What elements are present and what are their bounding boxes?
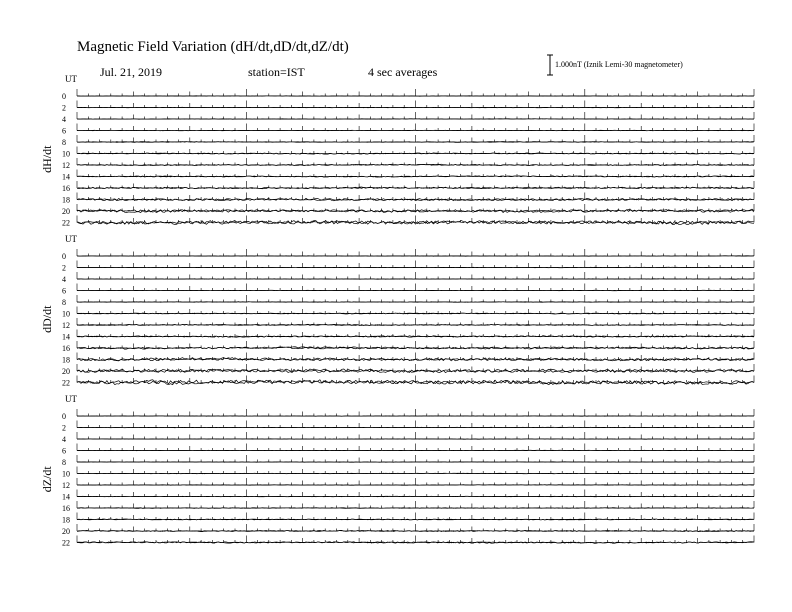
hour-label: 20 [62,367,70,376]
time-ticks [77,409,754,416]
hour-label: 6 [62,126,66,136]
hour-label: 16 [62,344,70,353]
hour-trace [77,119,754,120]
hour-trace [77,496,754,497]
time-ticks [77,307,754,314]
panel-ut-label: UT [65,234,77,244]
hour-label: 14 [62,492,70,502]
hour-label: 12 [62,161,70,170]
hour-label: 22 [62,378,70,388]
panel-ylabel: dD/dt [40,305,54,333]
hour-label: 8 [62,298,66,307]
hour-trace [77,427,754,428]
hour-trace [77,473,754,474]
hour-label: 18 [62,195,70,205]
hour-label: 6 [62,446,66,456]
time-ticks [77,421,754,428]
hour-trace [77,439,754,440]
hour-label: 18 [62,515,70,525]
time-ticks [77,490,754,497]
time-ticks [77,501,754,508]
scale-bar [547,55,553,75]
time-ticks [77,478,754,485]
time-ticks [77,272,754,279]
chart-title: Magnetic Field Variation (dH/dt,dD/dt,dZ/dt) [77,39,349,55]
time-ticks [77,444,754,451]
hour-label: 0 [62,252,66,261]
time-ticks [77,170,754,177]
hour-label: 22 [62,218,70,228]
station-label: station=IST [248,65,305,79]
hour-label: 10 [62,469,70,479]
time-ticks [77,353,754,360]
hour-trace [77,279,754,280]
panel-ut-label: UT [65,394,77,404]
time-ticks [77,467,754,474]
time-ticks [77,536,754,543]
hour-label: 22 [62,538,70,548]
hour-label: 0 [62,92,66,101]
scale-bar-label: 1.000nT (Iznik Lemi-30 magnetometer) [555,60,683,69]
time-ticks [77,432,754,439]
hour-label: 2 [62,263,66,273]
time-ticks [77,181,754,188]
hour-label: 6 [62,286,66,296]
time-ticks [77,295,754,302]
hour-label: 18 [62,355,70,365]
hour-label: 4 [62,115,66,124]
time-ticks [77,284,754,291]
time-ticks [77,524,754,531]
hour-label: 4 [62,435,66,444]
hour-label: 10 [62,309,70,319]
hour-label: 20 [62,527,70,536]
hour-label: 14 [62,332,70,342]
averaging-label: 4 sec averages [368,65,438,79]
time-ticks [77,158,754,165]
hour-label: 12 [62,321,70,330]
hour-label: 16 [62,504,70,513]
time-ticks [77,89,754,96]
hour-label: 20 [62,207,70,216]
panel-ylabel: dZ/dt [40,466,54,493]
time-ticks [77,135,754,142]
hour-label: 14 [62,172,70,182]
hour-label: 0 [62,412,66,421]
time-ticks [77,249,754,256]
time-ticks [77,124,754,131]
hour-trace [77,107,754,108]
time-ticks [77,261,754,268]
time-ticks [77,112,754,119]
hour-label: 2 [62,103,66,113]
time-ticks [77,147,754,154]
hour-trace [77,462,754,463]
hour-label: 16 [62,184,70,193]
hour-label: 2 [62,423,66,433]
hour-label: 8 [62,138,66,147]
time-ticks [77,101,754,108]
hour-label: 4 [62,275,66,284]
time-ticks [77,364,754,371]
time-ticks [77,513,754,520]
time-ticks [77,341,754,348]
hour-label: 8 [62,458,66,467]
time-ticks [77,318,754,325]
panel-ylabel: dH/dt [40,145,54,173]
panel-ut-label: UT [65,74,77,84]
time-ticks [77,193,754,200]
time-ticks [77,455,754,462]
hour-label: 12 [62,481,70,490]
date-label: Jul. 21, 2019 [100,65,163,79]
hour-label: 10 [62,149,70,159]
